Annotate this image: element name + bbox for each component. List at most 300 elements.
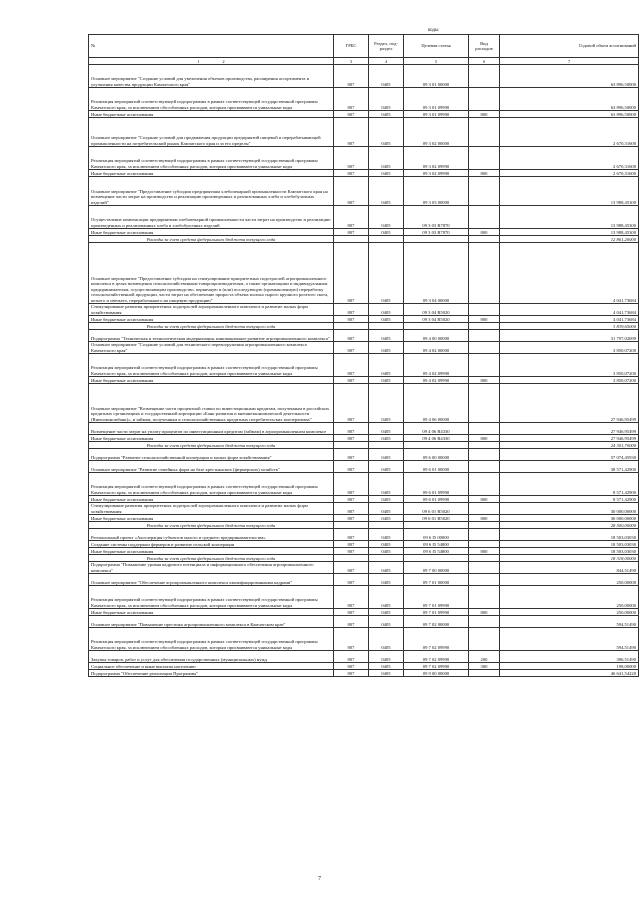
row-name-cell: Подпрограмма "Техническая и технологическая модернизация, инновационное развитие агропромышленного комплекса" xyxy=(89,330,334,342)
index-cell: 5 xyxy=(404,58,469,65)
row-target-article-cell: 09 3 01 00000 xyxy=(404,65,469,88)
row-target-article-cell: 09 4 02 00000 xyxy=(404,342,469,354)
row-sum-cell: 13 988,45300 xyxy=(500,229,639,236)
row-section-cell: 0405 xyxy=(369,330,404,342)
row-name-cell: Стимулирование развития приоритетных подотраслей агропромышленного комплекса и развитие малых форм хозяйствования xyxy=(89,304,334,316)
row-expense-type-cell xyxy=(469,574,500,586)
row-target-article-cell: 09 3 04 R5020 xyxy=(404,316,469,323)
row-section-cell: 0405 xyxy=(369,354,404,377)
row-name-cell: Подпрограмма "Повышение уровня кадрового потенциала и информационного обеспечения агропромышленного комплекса" xyxy=(89,562,334,574)
row-expense-type-cell xyxy=(469,541,500,548)
row-name-cell: Закупка товаров, работ и услуг для обеспечения государственных (муниципальных) нужд xyxy=(89,651,334,663)
row-expense-type-cell xyxy=(469,384,500,423)
row-expense-type-cell xyxy=(469,236,500,243)
header-number: № xyxy=(89,35,334,58)
row-section-cell: 0405 xyxy=(369,111,404,118)
row-sum-cell: 2 670,31600 xyxy=(500,170,639,177)
row-expense-type-cell: 800 xyxy=(469,316,500,323)
codes-label: коды xyxy=(428,28,439,33)
row-section-cell: 0405 xyxy=(369,88,404,111)
table-row xyxy=(89,541,639,548)
table-row xyxy=(89,449,639,461)
row-name-cell: Иные бюджетные ассигнования xyxy=(89,515,334,522)
index-cell: 4 xyxy=(369,58,404,65)
table-row xyxy=(89,111,639,118)
row-target-article-cell: 09 4 00 00000 xyxy=(404,330,469,342)
row-sum-cell: 46 641,54220 xyxy=(500,670,639,677)
row-name-cell: Иные бюджетные ассигнования xyxy=(89,435,334,442)
row-sum-cell: 63 896,50000 xyxy=(500,65,639,88)
row-grbs-cell: 807 xyxy=(334,435,369,442)
row-expense-type-cell xyxy=(469,616,500,628)
row-target-article-cell: 09 6 01 00000 xyxy=(404,461,469,473)
row-expense-type-cell xyxy=(469,147,500,170)
table-body xyxy=(89,65,639,677)
table-row xyxy=(89,515,639,522)
row-grbs-cell: 807 xyxy=(334,88,369,111)
row-grbs-cell: 807 xyxy=(334,147,369,170)
row-section-cell xyxy=(369,442,404,449)
row-sum-cell: 3 850,07200 xyxy=(500,342,639,354)
row-target-article-cell: 09 3 02 09990 xyxy=(404,170,469,177)
table-row xyxy=(89,628,639,651)
row-expense-type-cell xyxy=(469,342,500,354)
row-grbs-cell: 807 xyxy=(334,243,369,304)
row-name-cell: Реализация мероприятий соответствующей подпрограммы в рамках соответствующей государственной программы Камчатского края, за исключением обособленных расходов, которым присваиваются уникальные коды xyxy=(89,354,334,377)
row-target-article-cell xyxy=(404,555,469,562)
table-row xyxy=(89,586,639,609)
row-name-cell: Стимулирование развития приоритетных подотраслей агропромышленного комплекса и развитие малых форм хозяйствования xyxy=(89,503,334,515)
row-grbs-cell: 807 xyxy=(334,574,369,586)
row-target-article-cell: 09 7 02 09990 xyxy=(404,663,469,670)
row-target-article-cell: 09 4 02 09990 xyxy=(404,354,469,377)
row-target-article-cell xyxy=(404,323,469,330)
row-section-cell: 0405 xyxy=(369,229,404,236)
row-name-cell: Иные бюджетные ассигнования xyxy=(89,111,334,118)
row-expense-type-cell xyxy=(469,529,500,541)
row-sum-cell: 4 041,73684 xyxy=(500,304,639,316)
row-name-cell: Основное мероприятие "Повышение престижа агропромышленного комплекса в Камчатском крае" xyxy=(89,616,334,628)
row-section-cell: 0405 xyxy=(369,541,404,548)
row-section-cell: 0405 xyxy=(369,342,404,354)
row-name-cell: Создание системы поддержки фермеров и развитие сельской кооперации xyxy=(89,541,334,548)
row-name-cell: Расходы за счет средств федерального бюджета текущего года xyxy=(89,522,334,529)
row-expense-type-cell: 200 xyxy=(469,651,500,663)
row-grbs-cell: 807 xyxy=(334,541,369,548)
table-header-row xyxy=(89,35,639,58)
table-row xyxy=(89,229,639,236)
row-grbs-cell: 807 xyxy=(334,461,369,473)
row-name-cell: Основное мероприятие "Создание условий для продвижения продукции предприятий пищевой и перерабатывающей промышленности на потребительский рынок Камчатского края и за его пределы" xyxy=(89,118,334,147)
row-grbs-cell: 807 xyxy=(334,423,369,435)
row-sum-cell: 3 850,07200 xyxy=(500,354,639,377)
row-name-cell: Подпрограмма "Обеспечение реализации Программы" xyxy=(89,670,334,677)
row-expense-type-cell: 800 xyxy=(469,548,500,555)
row-sum-cell: 18 503,03030 xyxy=(500,529,639,541)
row-name-cell: Расходы за счет средств федерального бюджета текущего года xyxy=(89,323,334,330)
row-grbs-cell: 807 xyxy=(334,342,369,354)
table-row xyxy=(89,574,639,586)
row-sum-cell: 28 500,00000 xyxy=(500,522,639,529)
row-grbs-cell: 807 xyxy=(334,670,369,677)
table-row xyxy=(89,304,639,316)
table-row xyxy=(89,177,639,206)
row-section-cell: 0405 xyxy=(369,562,404,574)
row-name-cell: Подпрограмма "Развитие сельскохозяйственной кооперации и малых форм хозяйствования" xyxy=(89,449,334,461)
row-section-cell: 0405 xyxy=(369,423,404,435)
row-expense-type-cell xyxy=(469,354,500,377)
row-section-cell: 0405 xyxy=(369,529,404,541)
row-grbs-cell: 807 xyxy=(334,170,369,177)
row-target-article-cell: 09 3 03 R7870 xyxy=(404,229,469,236)
row-sum-cell: 396,51490 xyxy=(500,651,639,663)
row-section-cell: 0405 xyxy=(369,616,404,628)
row-grbs-cell: 807 xyxy=(334,377,369,384)
row-target-article-cell: 09 6 01 R5020 xyxy=(404,515,469,522)
row-grbs-cell: 807 xyxy=(334,663,369,670)
table-row xyxy=(89,562,639,574)
row-grbs-cell: 807 xyxy=(334,496,369,503)
row-expense-type-cell xyxy=(469,423,500,435)
row-name-cell: Расходы за счет средств федерального бюджета текущего года xyxy=(89,236,334,243)
row-target-article-cell xyxy=(404,442,469,449)
row-sum-cell: 13 988,45300 xyxy=(500,177,639,206)
row-target-article-cell: 09 6 01 09990 xyxy=(404,473,469,496)
table-row xyxy=(89,65,639,88)
row-sum-cell: 38 571,42900 xyxy=(500,461,639,473)
row-sum-cell: 31 797,02699 xyxy=(500,330,639,342)
row-target-article-cell: 09 4 06 R4330 xyxy=(404,435,469,442)
header-section: Раздел, под-раздел xyxy=(369,35,404,58)
page-number: 7 xyxy=(318,876,321,882)
row-grbs-cell: 807 xyxy=(334,609,369,616)
row-target-article-cell: 09 7 01 09990 xyxy=(404,609,469,616)
row-section-cell: 0405 xyxy=(369,574,404,586)
row-target-article-cell: 09 3 01 09990 xyxy=(404,111,469,118)
row-grbs-cell: 807 xyxy=(334,206,369,229)
table-row xyxy=(89,316,639,323)
row-section-cell: 0405 xyxy=(369,147,404,170)
row-sum-cell: 18 318,00000 xyxy=(500,555,639,562)
row-target-article-cell: 09 7 02 09990 xyxy=(404,651,469,663)
row-sum-cell: 3 850,07200 xyxy=(500,377,639,384)
row-name-cell: Иные бюджетные ассигнования xyxy=(89,496,334,503)
header-annual-volume: Годовой объем ассигнований xyxy=(500,35,639,58)
row-grbs-cell: 807 xyxy=(334,384,369,423)
row-sum-cell: 844,51490 xyxy=(500,562,639,574)
row-target-article-cell: 09 6 01 09990 xyxy=(404,496,469,503)
row-target-article-cell: 09 3 04 00000 xyxy=(404,243,469,304)
table-row xyxy=(89,555,639,562)
row-sum-cell: 27 946,95499 xyxy=(500,384,639,423)
row-expense-type-cell xyxy=(469,65,500,88)
row-name-cell: Реализация мероприятий соответствующей подпрограммы в рамках соответствующей государственной программы Камчатского края, за исключением обособленных расходов, которым присваиваются уникальные коды xyxy=(89,147,334,170)
row-section-cell: 0405 xyxy=(369,316,404,323)
table-row xyxy=(89,384,639,423)
row-sum-cell: 250,00000 xyxy=(500,609,639,616)
row-section-cell: 0405 xyxy=(369,65,404,88)
row-sum-cell: 250,00000 xyxy=(500,574,639,586)
row-target-article-cell: 09 4 06 00000 xyxy=(404,384,469,423)
row-target-article-cell xyxy=(404,522,469,529)
row-expense-type-cell xyxy=(469,522,500,529)
row-name-cell: Основное мероприятие "Возмещение части процентной ставки по инвестиционным кредитам, полученным в российских кредитных организациях и государственной корпорации «Банк развития и внешнеэкономической деятельности (Внешэкономбанк)», и займам, полученным в сельскохозяйственных кредитных потребительских кооперативах" xyxy=(89,384,334,423)
row-section-cell: 0405 xyxy=(369,461,404,473)
row-grbs-cell: 807 xyxy=(334,616,369,628)
row-grbs-cell xyxy=(334,236,369,243)
row-expense-type-cell: 800 xyxy=(469,111,500,118)
row-expense-type-cell xyxy=(469,243,500,304)
row-expense-type-cell xyxy=(469,442,500,449)
row-grbs-cell: 807 xyxy=(334,118,369,147)
row-name-cell: Иные бюджетные ассигнования xyxy=(89,170,334,177)
row-target-article-cell: 09 3 01 09990 xyxy=(404,88,469,111)
row-section-cell: 0405 xyxy=(369,435,404,442)
table-row xyxy=(89,663,639,670)
row-expense-type-cell xyxy=(469,206,500,229)
table-row xyxy=(89,170,639,177)
budget-table xyxy=(88,34,639,677)
table-row xyxy=(89,423,639,435)
table-row xyxy=(89,442,639,449)
row-expense-type-cell xyxy=(469,461,500,473)
row-name-cell: Основное мероприятие "Предоставление субсидии на стимулирование приоритетных подотраслей агропромышленного комплекса в целях возмещения сельскохозяйственным товаропроизводителям, а также организациям и индивидуальным предпринимателям, осуществляющим производство, первичную и (или) последующую (промышленную) переработку сельскохозяйственной продукции, части затрат на обеспечение прироста объема молока сырого крупного рогатого скота, козьего и овечьего, переработанного на пищевую продукцию" xyxy=(89,243,334,304)
table-row xyxy=(89,651,639,663)
row-grbs-cell: 807 xyxy=(334,229,369,236)
row-name-cell: Иные бюджетные ассигнования xyxy=(89,377,334,384)
row-section-cell: 0405 xyxy=(369,377,404,384)
row-grbs-cell: 807 xyxy=(334,177,369,206)
row-name-cell: Реализация мероприятий соответствующей подпрограммы в рамках соответствующей государственной программы Камчатского края, за исключением обособленных расходов, которым присваиваются уникальные коды xyxy=(89,473,334,496)
row-section-cell: 0405 xyxy=(369,503,404,515)
row-name-cell: Иные бюджетные ассигнования xyxy=(89,316,334,323)
row-grbs-cell xyxy=(334,522,369,529)
row-expense-type-cell: 300 xyxy=(469,663,500,670)
row-expense-type-cell xyxy=(469,473,500,496)
row-section-cell: 0405 xyxy=(369,473,404,496)
row-grbs-cell: 807 xyxy=(334,548,369,555)
row-grbs-cell xyxy=(334,323,369,330)
row-grbs-cell: 807 xyxy=(334,354,369,377)
row-sum-cell: 4 041,73684 xyxy=(500,316,639,323)
row-grbs-cell: 807 xyxy=(334,304,369,316)
row-sum-cell: 250,00000 xyxy=(500,586,639,609)
row-sum-cell: 2 670,31600 xyxy=(500,118,639,147)
row-expense-type-cell xyxy=(469,449,500,461)
row-name-cell: Возмещение части затрат на уплату процентов по инвестиционным кредитам (займам) в агропромышленном комплексе xyxy=(89,423,334,435)
row-sum-cell: 18 503,03030 xyxy=(500,541,639,548)
document-page xyxy=(88,28,636,677)
row-sum-cell: 13 988,45300 xyxy=(500,206,639,229)
table-row xyxy=(89,670,639,677)
table-row xyxy=(89,522,639,529)
row-sum-cell: 8 571,42900 xyxy=(500,496,639,503)
table-row xyxy=(89,342,639,354)
row-section-cell: 0405 xyxy=(369,586,404,609)
row-expense-type-cell: 800 xyxy=(469,229,500,236)
row-section-cell: 0405 xyxy=(369,548,404,555)
table-row xyxy=(89,616,639,628)
row-target-article-cell: 09 3 03 00000 xyxy=(404,177,469,206)
row-sum-cell: 594,51490 xyxy=(500,628,639,651)
row-name-cell: Основное мероприятие "Создание условий для увеличения объемов производства, расширения ассортимента и улучшения качества продукции Камчатского края" xyxy=(89,65,334,88)
table-row xyxy=(89,354,639,377)
row-expense-type-cell: 800 xyxy=(469,377,500,384)
row-section-cell: 0405 xyxy=(369,496,404,503)
row-sum-cell: 4 041,73684 xyxy=(500,243,639,304)
row-name-cell: Реализация мероприятий соответствующей подпрограммы в рамках соответствующей государственной программы Камчатского края, за исключением обособленных расходов, которым присваиваются уникальные коды xyxy=(89,586,334,609)
row-section-cell: 0405 xyxy=(369,663,404,670)
row-expense-type-cell xyxy=(469,177,500,206)
row-sum-cell: 8 571,42900 xyxy=(500,473,639,496)
row-expense-type-cell xyxy=(469,670,500,677)
row-grbs-cell: 807 xyxy=(334,651,369,663)
row-expense-type-cell xyxy=(469,88,500,111)
row-expense-type-cell xyxy=(469,304,500,316)
table-row xyxy=(89,330,639,342)
row-section-cell: 0405 xyxy=(369,304,404,316)
row-name-cell: Иные бюджетные ассигнования xyxy=(89,229,334,236)
row-expense-type-cell xyxy=(469,586,500,609)
row-target-article-cell: 09 6 I5 00000 xyxy=(404,529,469,541)
header-target-article: Целевая статья xyxy=(404,35,469,58)
table-row xyxy=(89,118,639,147)
row-name-cell: Расходы за счет средств федерального бюджета текущего года xyxy=(89,442,334,449)
row-target-article-cell: 09 7 02 09990 xyxy=(404,628,469,651)
row-section-cell: 0405 xyxy=(369,670,404,677)
row-target-article-cell: 09 7 00 00000 xyxy=(404,562,469,574)
row-section-cell xyxy=(369,522,404,529)
table-row xyxy=(89,461,639,473)
row-name-cell: Осуществление компенсации предприятиям хлебопекарной промышленности части затрат на производство и реализацию произведенных и реализованных хлеба и хлебобулочных изделий xyxy=(89,206,334,229)
index-cell: 6 xyxy=(469,58,500,65)
row-sum-cell: 198,00000 xyxy=(500,663,639,670)
row-expense-type-cell xyxy=(469,323,500,330)
row-target-article-cell xyxy=(404,236,469,243)
row-section-cell: 0405 xyxy=(369,651,404,663)
table-row xyxy=(89,236,639,243)
row-grbs-cell: 807 xyxy=(334,586,369,609)
row-target-article-cell: 09 3 03 R7870 xyxy=(404,206,469,229)
row-sum-cell: 63 896,50000 xyxy=(500,111,639,118)
row-section-cell: 0405 xyxy=(369,628,404,651)
row-section-cell xyxy=(369,555,404,562)
table-row xyxy=(89,529,639,541)
row-section-cell xyxy=(369,323,404,330)
table-row xyxy=(89,147,639,170)
row-name-cell: Основное мероприятие "Создание условий для технического перевооружения агропромышленного комплекса Камчатского края" xyxy=(89,342,334,354)
row-name-cell: Реализация мероприятий соответствующей подпрограммы в рамках соответствующей государственной программы Камчатского края, за исключением обособленных расходов, которым присваиваются уникальные коды xyxy=(89,628,334,651)
table-index-row xyxy=(89,58,639,65)
row-section-cell: 0405 xyxy=(369,118,404,147)
row-expense-type-cell xyxy=(469,118,500,147)
row-expense-type-cell: 800 xyxy=(469,435,500,442)
table-row xyxy=(89,243,639,304)
row-sum-cell: 12 861,20000 xyxy=(500,236,639,243)
row-grbs-cell: 807 xyxy=(334,449,369,461)
row-grbs-cell: 807 xyxy=(334,473,369,496)
row-sum-cell: 27 946,95499 xyxy=(500,423,639,435)
row-expense-type-cell xyxy=(469,503,500,515)
row-sum-cell: 27 946,95499 xyxy=(500,435,639,442)
row-name-cell: Основное мероприятие "Предоставление субсидии предприятиям хлебопекарной промышленности Камчатского края на возмещение части затрат на производство и реализацию произведенных и реализованных хлеба и хлебобулочных изделий" xyxy=(89,177,334,206)
table-row xyxy=(89,503,639,515)
row-section-cell: 0405 xyxy=(369,609,404,616)
row-target-article-cell: 09 7 01 00000 xyxy=(404,574,469,586)
row-expense-type-cell xyxy=(469,330,500,342)
row-target-article-cell: 09 3 02 00000 xyxy=(404,118,469,147)
row-section-cell: 0405 xyxy=(369,170,404,177)
row-expense-type-cell xyxy=(469,628,500,651)
row-sum-cell: 30 000,00000 xyxy=(500,503,639,515)
row-grbs-cell: 807 xyxy=(334,628,369,651)
row-target-article-cell: 09 6 00 00000 xyxy=(404,449,469,461)
row-target-article-cell: 09 6 I5 54800 xyxy=(404,548,469,555)
row-grbs-cell: 807 xyxy=(334,529,369,541)
row-grbs-cell: 807 xyxy=(334,65,369,88)
row-grbs-cell: 807 xyxy=(334,503,369,515)
row-expense-type-cell: 800 xyxy=(469,170,500,177)
row-expense-type-cell: 800 xyxy=(469,515,500,522)
row-name-cell: Социальное обеспечение и иные выплаты населению xyxy=(89,663,334,670)
row-target-article-cell: 09 7 01 09990 xyxy=(404,586,469,609)
table-row xyxy=(89,88,639,111)
row-section-cell xyxy=(369,236,404,243)
table-row xyxy=(89,206,639,229)
row-target-article-cell: 09 7 02 00000 xyxy=(404,616,469,628)
table-row xyxy=(89,377,639,384)
row-expense-type-cell xyxy=(469,555,500,562)
row-sum-cell: 3 839,65000 xyxy=(500,323,639,330)
table-row xyxy=(89,435,639,442)
index-cell: 7 xyxy=(500,58,639,65)
row-target-article-cell: 09 4 06 R4330 xyxy=(404,423,469,435)
table-row xyxy=(89,496,639,503)
row-target-article-cell: 09 9 00 00000 xyxy=(404,670,469,677)
row-grbs-cell: 807 xyxy=(334,316,369,323)
header-grbs: ГРБС xyxy=(334,35,369,58)
row-sum-cell: 2 670,31600 xyxy=(500,147,639,170)
index-cell: 1 2 xyxy=(89,58,334,65)
row-name-cell: Реализация мероприятий соответствующей подпрограммы в рамках соответствующей государственной программы Камчатского края, за исключением обособленных расходов, которым присваиваются уникальные коды xyxy=(89,88,334,111)
row-grbs-cell: 807 xyxy=(334,330,369,342)
table-row xyxy=(89,609,639,616)
row-name-cell: Иные бюджетные ассигнования xyxy=(89,609,334,616)
row-grbs-cell xyxy=(334,442,369,449)
row-section-cell: 0405 xyxy=(369,243,404,304)
row-target-article-cell: 09 4 02 09990 xyxy=(404,377,469,384)
row-section-cell: 0405 xyxy=(369,177,404,206)
row-name-cell: Региональный проект «Акселерация субъектов малого и среднего предпринимательства» xyxy=(89,529,334,541)
row-sum-cell: 57 074,45930 xyxy=(500,449,639,461)
row-section-cell: 0405 xyxy=(369,384,404,423)
row-name-cell: Основное мероприятие "Обеспечение агропромышленного комплекса квалифицированными кадрами" xyxy=(89,574,334,586)
row-section-cell: 0405 xyxy=(369,449,404,461)
row-grbs-cell: 807 xyxy=(334,515,369,522)
table-row xyxy=(89,473,639,496)
row-expense-type-cell xyxy=(469,562,500,574)
row-name-cell: Основное мероприятие "Развитие семейных форм на базе крестьянских (фермерских) хозяйств" xyxy=(89,461,334,473)
row-section-cell: 0405 xyxy=(369,206,404,229)
row-sum-cell: 18 503,03030 xyxy=(500,548,639,555)
row-expense-type-cell: 800 xyxy=(469,609,500,616)
row-grbs-cell: 807 xyxy=(334,111,369,118)
row-grbs-cell: 807 xyxy=(334,562,369,574)
row-name-cell: Иные бюджетные ассигнования xyxy=(89,548,334,555)
row-sum-cell: 24 301,70000 xyxy=(500,442,639,449)
row-name-cell: Расходы за счет средств федерального бюджета текущего года xyxy=(89,555,334,562)
row-sum-cell: 594,51490 xyxy=(500,616,639,628)
